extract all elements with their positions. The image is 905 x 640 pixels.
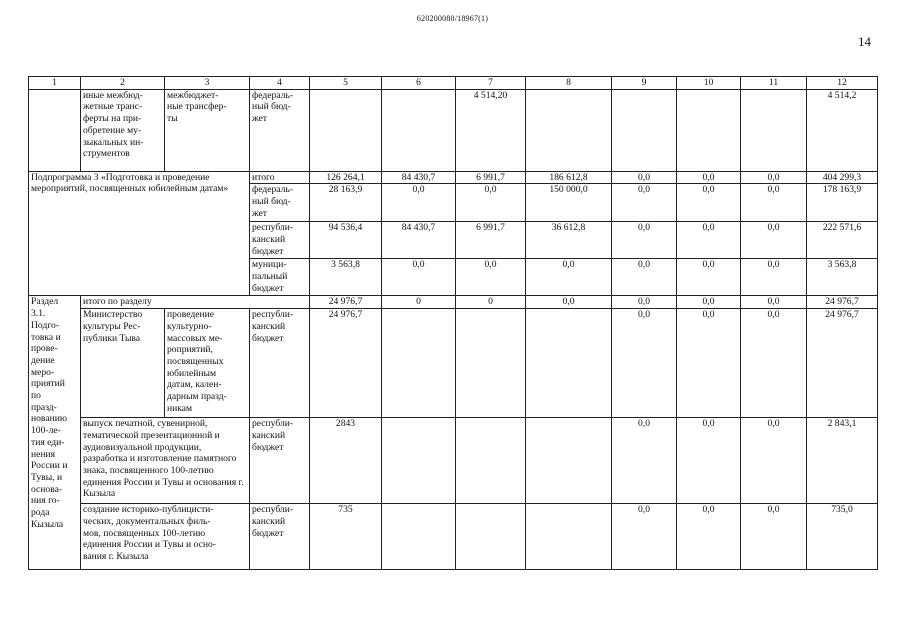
table-row (29, 309, 878, 418)
value-cell: 0,0 (741, 296, 807, 309)
table-row (29, 89, 878, 171)
value-cell: 2843 (310, 418, 382, 504)
value-cell: 0,0 (677, 222, 741, 259)
section-title: Раздел 3.1. Подго- товка и прове- дение меро- приятий по празд- нованию 100-ле- тия еди- нения России и Тувы, и основа- ния го- рода Кызыла (29, 296, 81, 570)
value-cell: 0,0 (741, 171, 807, 184)
source-cell: федераль- ный бюд- жет (250, 184, 310, 222)
value-cell: 0 (382, 296, 456, 309)
col-header: 9 (612, 77, 677, 90)
table-row (29, 504, 878, 570)
value-cell: 735 (310, 504, 382, 570)
value-cell: 0,0 (526, 296, 612, 309)
table-row (29, 418, 878, 504)
table-row (29, 171, 878, 184)
value-cell: 2 843,1 (807, 418, 878, 504)
col-header: 4 (250, 77, 310, 90)
value-cell: 0,0 (677, 309, 741, 418)
value-cell: 178 163,9 (807, 184, 878, 222)
expense-type-cell: межбюджет- ные трансфер- ты (165, 89, 250, 171)
value-cell: 186 612,8 (526, 171, 612, 184)
source-cell: республи- канский бюджет (250, 309, 310, 418)
value-cell: 28 163,9 (310, 184, 382, 222)
col-header: 7 (456, 77, 526, 90)
value-cell: 3 563,8 (807, 259, 878, 296)
document-id: 620200080/18967(1) (416, 14, 489, 23)
value-cell: 6 991,7 (456, 171, 526, 184)
value-cell: 36 612,8 (526, 222, 612, 259)
value-cell: 0,0 (456, 184, 526, 222)
value-cell: 4 514,20 (456, 89, 526, 171)
value-cell: 4 514,2 (807, 89, 878, 171)
measure-cell: выпуск печатной, сувенирной, тематической презентационной и аудиовизуальной продукции, разработка и изготовление памятного знака, посвященного 100-летию единения России и Тувы и основания г. Кызыла (81, 418, 250, 504)
value-cell: 3 563,8 (310, 259, 382, 296)
value-cell: 0 (456, 296, 526, 309)
source-cell: республи- канский бюджет (250, 418, 310, 504)
value-cell: 94 536,4 (310, 222, 382, 259)
value-cell: 0,0 (612, 504, 677, 570)
measure-cell: создание историко-публицисти- ческих, документальных филь- мов, посвященных 100-летию единения России и Тувы и осно- вания г. Кызыла (81, 504, 250, 570)
value-cell: 404 299,3 (807, 171, 878, 184)
value-cell: 0,0 (612, 309, 677, 418)
value-cell: 0,0 (677, 504, 741, 570)
col-header: 11 (741, 77, 807, 90)
value-cell: 24 976,7 (807, 309, 878, 418)
header-row (29, 77, 878, 90)
value-cell: 0,0 (677, 171, 741, 184)
source-cell: федераль- ный бюд- жет (250, 89, 310, 171)
value-cell: 126 264,1 (310, 171, 382, 184)
table-row (29, 296, 878, 309)
page-number: 14 (858, 34, 871, 49)
value-cell: 24 976,7 (310, 309, 382, 418)
col-header: 5 (310, 77, 382, 90)
source-cell: республи- канский бюджет (250, 222, 310, 259)
value-cell: 0,0 (741, 222, 807, 259)
section-total-label: итого по разделу (81, 296, 310, 309)
value-cell: 0,0 (526, 259, 612, 296)
budget-table (28, 76, 878, 570)
value-cell: 0,0 (677, 259, 741, 296)
value-cell: 0,0 (741, 184, 807, 222)
value-cell: 0,0 (677, 418, 741, 504)
value-cell: 150 000,0 (526, 184, 612, 222)
col-header: 8 (526, 77, 612, 90)
value-cell: 0,0 (612, 259, 677, 296)
value-cell: 0,0 (382, 259, 456, 296)
value-cell: 0,0 (741, 309, 807, 418)
value-cell: 0,0 (612, 418, 677, 504)
value-cell: 0,0 (612, 222, 677, 259)
value-cell: 0,0 (741, 504, 807, 570)
responsible-cell: Министерство культуры Рес- публики Тыва (81, 309, 165, 418)
value-cell: 222 571,6 (807, 222, 878, 259)
value-cell: 0,0 (612, 184, 677, 222)
value-cell: 0,0 (612, 171, 677, 184)
value-cell: 735,0 (807, 504, 878, 570)
col-header: 3 (165, 77, 250, 90)
source-cell: итого (250, 171, 310, 184)
value-cell: 0,0 (612, 296, 677, 309)
value-cell: 0,0 (382, 184, 456, 222)
value-cell: 24 976,7 (807, 296, 878, 309)
value-cell: 6 991,7 (456, 222, 526, 259)
value-cell: 0,0 (741, 418, 807, 504)
col-header: 2 (81, 77, 165, 90)
value-cell: 24 976,7 (310, 296, 382, 309)
subprogram-title: Подпрограмма 3 «Подготовка и проведение мероприятий, посвященных юбилейным датам» (29, 171, 250, 296)
col-header: 1 (29, 77, 81, 90)
value-cell: 84 430,7 (382, 171, 456, 184)
measure-cell: иные межбюд- жетные транс- ферты на при- обретение му- зыкальных ин- струментов (81, 89, 165, 171)
source-cell: муници- пальный бюджет (250, 259, 310, 296)
source-cell: республи- канский бюджет (250, 504, 310, 570)
col-header: 12 (807, 77, 878, 90)
value-cell: 0,0 (677, 296, 741, 309)
value-cell: 0,0 (456, 259, 526, 296)
col-header: 10 (677, 77, 741, 90)
value-cell: 0,0 (677, 184, 741, 222)
value-cell: 84 430,7 (382, 222, 456, 259)
value-cell: 0,0 (741, 259, 807, 296)
expense-type-cell: проведение культурно- массовых ме- роприятий, посвященных юбилейным датам, кален- дарным празд- никам (165, 309, 250, 418)
col-header: 6 (382, 77, 456, 90)
